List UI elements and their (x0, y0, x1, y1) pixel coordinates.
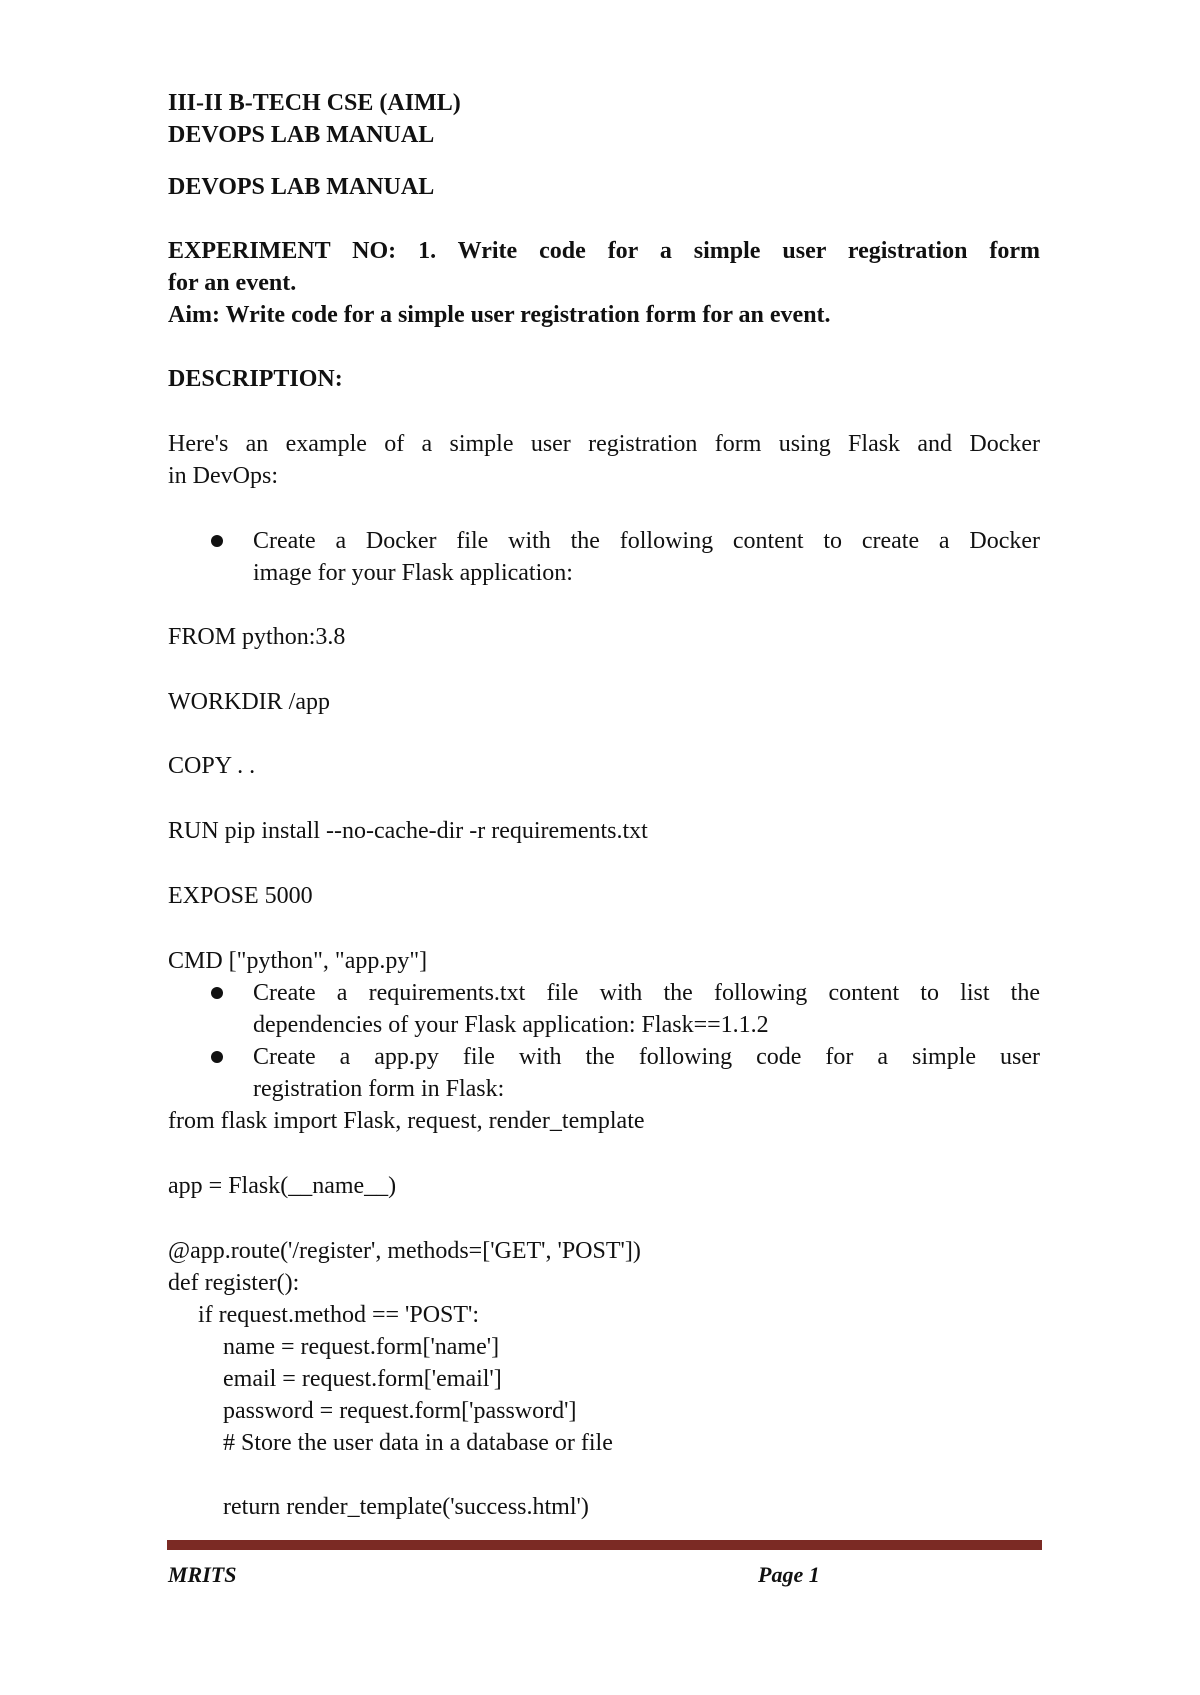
description-intro-line1: Here's an example of a simple user registration form using Flask and Docker (168, 431, 1040, 457)
footer-left: MRITS (168, 1562, 237, 1587)
bullet-2-line1: Create a requirements.txt file with the following content to list the (253, 980, 1040, 1006)
bullet-dot (211, 535, 223, 547)
bullet-1-line1: Create a Docker file with the following content to create a Docker (253, 528, 1040, 554)
experiment-title-line2: for an event. (168, 270, 297, 296)
code-if: if request.method == 'POST': (198, 1302, 480, 1328)
experiment-title-line1: EXPERIMENT NO: 1. Write code for a simple user registration form (168, 238, 1040, 264)
dockerfile-from: FROM python:3.8 (168, 624, 346, 650)
code-password: password = request.form['password'] (223, 1398, 577, 1424)
footer-page-number: Page 1 (758, 1562, 820, 1587)
dockerfile-copy: COPY . . (168, 753, 256, 779)
code-name: name = request.form['name'] (223, 1334, 500, 1360)
code-email: email = request.form['email'] (223, 1366, 502, 1392)
footer-rule (167, 1540, 1042, 1550)
experiment-aim: Aim: Write code for a simple user registration form for an event. (168, 302, 831, 328)
dockerfile-run: RUN pip install --no-cache-dir -r requirements.txt (168, 818, 648, 844)
dockerfile-workdir: WORKDIR /app (168, 689, 330, 715)
manual-header: DEVOPS LAB MANUAL (168, 122, 435, 148)
bullet-2-line2: dependencies of your Flask application: Flask==1.1.2 (253, 1012, 769, 1038)
bullet-3-line2: registration form in Flask: (253, 1076, 505, 1102)
code-route: @app.route('/register', methods=['GET', 'POST']) (168, 1238, 641, 1264)
bullet-dot (211, 987, 223, 999)
bullet-1-line2: image for your Flask application: (253, 560, 573, 586)
bullet-dot (211, 1051, 223, 1063)
code-return: return render_template('success.html') (223, 1494, 589, 1520)
dockerfile-cmd: CMD ["python", "app.py"] (168, 948, 428, 974)
course-header: III-II B-TECH CSE (AIML) (168, 90, 461, 116)
description-heading: DESCRIPTION: (168, 366, 343, 392)
description-intro-line2: in DevOps: (168, 463, 278, 489)
code-def: def register(): (168, 1270, 300, 1296)
page-title: DEVOPS LAB MANUAL (168, 174, 435, 200)
bullet-3-line1: Create a app.py file with the following code for a simple user (253, 1044, 1040, 1070)
code-import: from flask import Flask, request, render_template (168, 1108, 645, 1134)
code-app: app = Flask(__name__) (168, 1173, 397, 1199)
dockerfile-expose: EXPOSE 5000 (168, 883, 313, 909)
code-comment: # Store the user data in a database or file (223, 1430, 613, 1456)
